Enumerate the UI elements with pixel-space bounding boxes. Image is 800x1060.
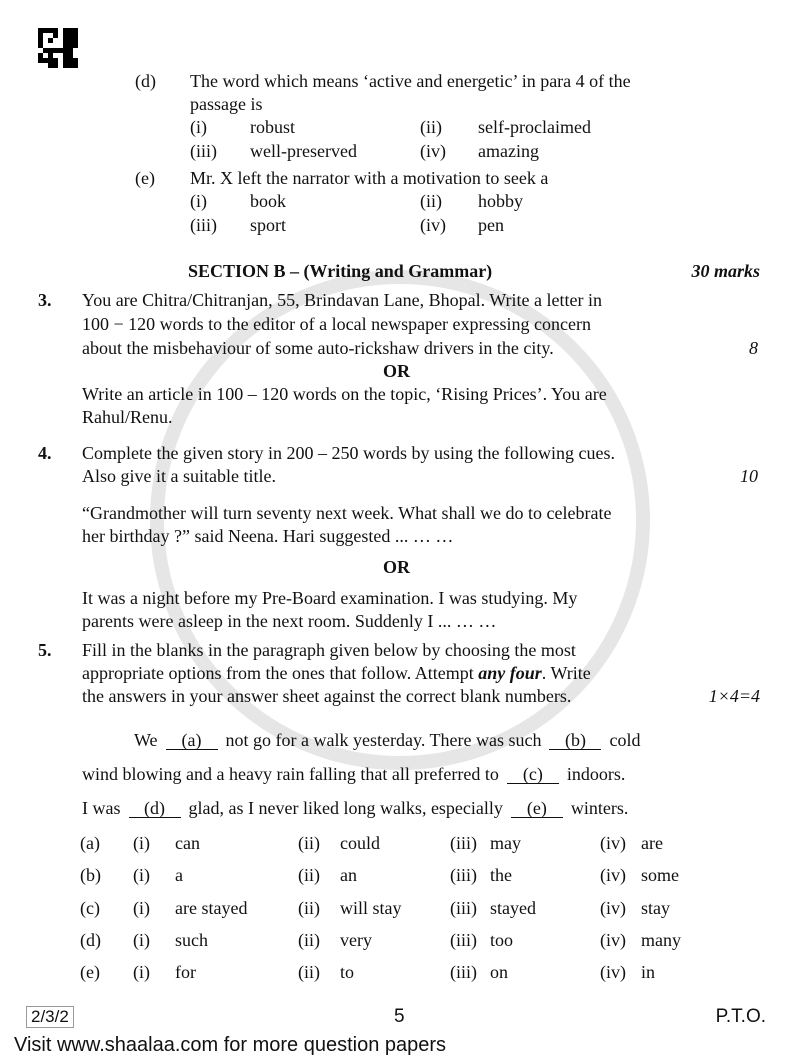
q5-text: the answers in your answer sheet against the correct blank numbers. — [82, 686, 572, 706]
q5-text-part: . Write — [541, 663, 591, 683]
para-text: I was — [82, 798, 121, 818]
pto-label: P.T.O. — [715, 1006, 766, 1027]
q5-text: Fill in the blanks in the paragraph given below by choosing the most — [82, 640, 576, 660]
option-row-label: (d) — [80, 930, 101, 950]
option-text: book — [250, 191, 286, 211]
qr-code-icon — [38, 28, 78, 68]
para-text: cold — [609, 730, 641, 750]
section-marks: 30 marks — [691, 261, 760, 281]
option-num: (iv) — [600, 962, 626, 982]
q5-text — [82, 662, 591, 684]
option-num: (iv) — [600, 833, 626, 853]
option-text: many — [641, 930, 681, 950]
option-text: are — [641, 833, 663, 853]
option-num: (iv) — [600, 898, 626, 918]
option-text: robust — [250, 117, 295, 137]
option-row-label: (c) — [80, 898, 100, 918]
option-num: (ii) — [420, 117, 442, 137]
paper-code: 2/3/2 — [26, 1006, 74, 1028]
para-text: indoors. — [566, 764, 626, 784]
option-num: (iii) — [450, 930, 477, 950]
option-text: well-preserved — [250, 141, 357, 161]
or-label: OR — [383, 361, 410, 381]
option-text: such — [175, 930, 208, 950]
option-text: sport — [250, 215, 286, 235]
q3-marks: 8 — [749, 338, 758, 358]
q5-text-part: appropriate options from the ones that follow. Attempt — [82, 663, 479, 683]
q5-marks: 1×4=4 — [708, 686, 760, 706]
option-text: pen — [478, 215, 504, 235]
option-num: (iii) — [450, 865, 477, 885]
paragraph-line — [134, 729, 640, 751]
section-title: SECTION B – (Writing and Grammar) — [188, 261, 493, 281]
option-text: will stay — [340, 898, 402, 918]
option-num: (ii) — [298, 962, 320, 982]
option-text: an — [340, 865, 357, 885]
blank-b: (b) — [549, 731, 601, 750]
option-num: (iv) — [600, 930, 626, 950]
paragraph-line — [82, 797, 628, 819]
option-num: (i) — [133, 865, 150, 885]
q4-cue1: “Grandmother will turn seventy next week. What shall we do to celebrate — [82, 503, 612, 523]
option-text: can — [175, 833, 200, 853]
option-text: on — [490, 962, 508, 982]
option-text: very — [340, 930, 372, 950]
option-text: a — [175, 865, 183, 885]
option-text: may — [490, 833, 521, 853]
option-text: to — [340, 962, 355, 982]
option-text: stayed — [490, 898, 536, 918]
option-text: in — [641, 962, 656, 982]
q3-alt-text: Write an article in 100 – 120 words on the topic, ‘Rising Prices’. You are — [82, 384, 607, 404]
option-text: stay — [641, 898, 670, 918]
q4-text: Also give it a suitable title. — [82, 466, 276, 486]
option-num: (ii) — [298, 930, 320, 950]
para-text: winters. — [570, 798, 629, 818]
option-num: (iii) — [450, 833, 477, 853]
option-text: self-proclaimed — [478, 117, 591, 137]
option-text: hobby — [478, 191, 523, 211]
option-text: some — [641, 865, 679, 885]
option-num: (i) — [133, 898, 150, 918]
option-num: (i) — [133, 962, 150, 982]
option-text: the — [490, 865, 512, 885]
page-number: 5 — [394, 1006, 405, 1027]
option-num: (i) — [133, 833, 150, 853]
option-num: (i) — [133, 930, 150, 950]
option-num: (ii) — [298, 865, 320, 885]
para-text: glad, as I never liked long walks, especially — [188, 798, 503, 818]
blank-e: (e) — [511, 799, 563, 818]
q4-text: Complete the given story in 200 – 250 words by using the following cues. — [82, 443, 615, 463]
q3-text: about the misbehaviour of some auto-rickshaw drivers in the city. — [82, 338, 554, 358]
q4-number: 4. — [38, 443, 52, 463]
option-text: could — [340, 833, 380, 853]
option-num: (iii) — [450, 962, 477, 982]
q2d-label: (d) — [135, 71, 156, 91]
option-num: (iv) — [420, 215, 446, 235]
option-row-label: (b) — [80, 865, 101, 885]
q3-text: You are Chitra/Chitranjan, 55, Brindavan Lane, Bhopal. Write a letter in — [82, 290, 602, 310]
blank-a: (a) — [166, 731, 218, 750]
option-text: are stayed — [175, 898, 248, 918]
q5-emphasis: any four — [478, 663, 542, 683]
blank-d: (d) — [129, 799, 181, 818]
para-text: not go for a walk yesterday. There was such — [225, 730, 542, 750]
q4-marks: 10 — [740, 466, 758, 486]
option-num: (iv) — [600, 865, 626, 885]
option-num: (i) — [190, 117, 207, 137]
option-num: (iii) — [450, 898, 477, 918]
para-text: wind blowing and a heavy rain falling that all preferred to — [82, 764, 499, 784]
q2d-text: The word which means ‘active and energetic’ in para 4 of the — [190, 71, 631, 91]
q2d-text: passage is — [190, 94, 263, 114]
q4-cue2: It was a night before my Pre-Board examination. I was studying. My — [82, 588, 578, 608]
option-num: (ii) — [298, 898, 320, 918]
option-row-label: (e) — [80, 962, 100, 982]
paragraph-line — [82, 763, 625, 785]
option-text: amazing — [478, 141, 539, 161]
option-num: (iii) — [190, 141, 217, 161]
q2e-text: Mr. X left the narrator with a motivation to seek a — [190, 168, 549, 188]
option-text: too — [490, 930, 514, 950]
option-row-label: (a) — [80, 833, 100, 853]
option-num: (iii) — [190, 215, 217, 235]
para-text: We — [134, 730, 158, 750]
option-num: (i) — [190, 191, 207, 211]
visit-link[interactable]: Visit www.shaalaa.com for more question papers — [14, 1034, 447, 1056]
or-label: OR — [383, 557, 410, 577]
option-text: for — [175, 962, 196, 982]
blank-c: (c) — [507, 765, 559, 784]
option-num: (ii) — [420, 191, 442, 211]
option-num: (iv) — [420, 141, 446, 161]
q4-cue2: parents were asleep in the next room. Suddenly I ... … … — [82, 611, 497, 631]
q3-alt-text: Rahul/Renu. — [82, 407, 173, 427]
q5-number: 5. — [38, 640, 52, 660]
q4-cue1: her birthday ?” said Neena. Hari suggested ... … … — [82, 526, 454, 546]
q2e-label: (e) — [135, 168, 155, 188]
q3-number: 3. — [38, 290, 52, 310]
option-num: (ii) — [298, 833, 320, 853]
q3-text: 100 − 120 words to the editor of a local newspaper expressing concern — [82, 314, 592, 334]
